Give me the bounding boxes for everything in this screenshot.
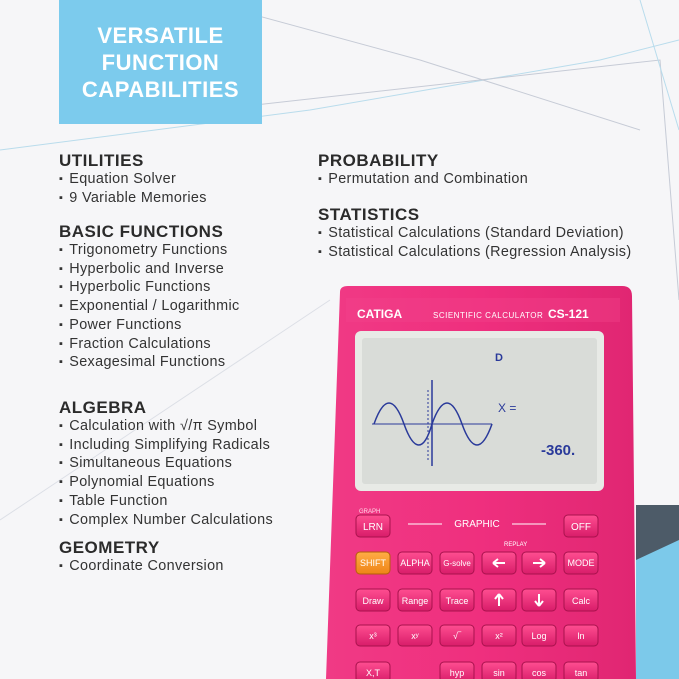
list-item: ▪ Simultaneous Equations	[59, 455, 273, 474]
gsolve-key[interactable]	[440, 552, 474, 574]
section-heading: STATISTICS	[318, 205, 420, 224]
sin-key[interactable]	[482, 662, 516, 679]
draw-key[interactable]	[356, 589, 390, 611]
section-heading: PROBABILITY	[318, 151, 439, 170]
list-item: ▪ Fraction Calculations	[59, 336, 240, 355]
cube-key[interactable]	[356, 625, 390, 646]
list-item: ▪ Calculation with √/π Symbol	[59, 418, 273, 437]
range-key[interactable]	[398, 589, 432, 611]
power-key[interactable]	[398, 625, 432, 646]
mode-key[interactable]	[564, 552, 598, 574]
list-item: ▪ Sexagesimal Functions	[59, 354, 240, 373]
lrn-top-label: GRAPH	[359, 509, 381, 515]
list-item: ▪ Permutation and Combination	[318, 171, 528, 190]
replay-label: REPLAY	[504, 542, 528, 548]
screen-indicator: D	[495, 352, 503, 364]
svg-text:xʸ: xʸ	[411, 631, 419, 641]
square-key[interactable]	[482, 625, 516, 646]
screen-value: -360.	[541, 442, 576, 459]
list-item: ▪ Coordinate Conversion	[59, 558, 224, 577]
list-item: ▪ Exponential / Logarithmic	[59, 298, 240, 317]
svg-text:Range: Range	[401, 596, 429, 606]
svg-text:SHIFT: SHIFT	[360, 558, 386, 568]
svg-text:X,T: X,T	[365, 668, 381, 678]
section-heading: ALGEBRA	[59, 398, 147, 417]
svg-text:Trace: Trace	[445, 596, 469, 606]
list-item: ▪ Statistical Calculations (Regression Analysis)	[318, 244, 631, 263]
off-key[interactable]	[564, 515, 598, 537]
log-key[interactable]	[522, 625, 556, 646]
svg-text:ALPHA: ALPHA	[400, 558, 430, 568]
list-item: ▪ Including Simplifying Radicals	[59, 437, 273, 456]
svg-text:LRN: LRN	[362, 522, 384, 533]
svg-text:Calc: Calc	[571, 596, 591, 606]
sqrt-key[interactable]	[440, 625, 474, 646]
svg-text:MODE: MODE	[567, 558, 595, 568]
svg-text:OFF: OFF	[571, 522, 591, 533]
right-arrow-key[interactable]	[522, 552, 556, 574]
title-text: VERSATILE FUNCTION CAPABILITIES	[81, 22, 240, 102]
hyp-key[interactable]	[440, 662, 474, 679]
list-item: ▪ Polynomial Equations	[59, 474, 273, 493]
list-item: ▪ Statistical Calculations (Standard Deviation)	[318, 225, 631, 244]
up-arrow-key[interactable]	[482, 589, 516, 611]
svg-text:Draw: Draw	[362, 596, 384, 606]
graphic-label: GRAPHIC	[454, 519, 500, 530]
svg-text:tan: tan	[574, 668, 588, 678]
down-arrow-key[interactable]	[522, 589, 556, 611]
cos-key[interactable]	[522, 662, 556, 679]
tan-key[interactable]	[564, 662, 598, 679]
list-item: ▪ Equation Solver	[59, 171, 207, 190]
xt-key[interactable]	[356, 662, 390, 679]
ln-key[interactable]	[564, 625, 598, 646]
calc-key[interactable]	[564, 589, 598, 611]
svg-text:hyp: hyp	[449, 668, 465, 678]
left-arrow-key[interactable]	[482, 552, 516, 574]
calculator-subtitle: SCIENTIFIC CALCULATOR	[433, 311, 544, 320]
list-item: ▪ 9 Variable Memories	[59, 190, 207, 209]
list-item: ▪ Complex Number Calculations	[59, 512, 273, 531]
list-item: ▪ Power Functions	[59, 317, 240, 336]
svg-text:√‾: √‾	[453, 631, 461, 641]
section-heading: GEOMETRY	[59, 538, 160, 557]
section-heading: BASIC FUNCTIONS	[59, 222, 224, 241]
calculator-brand: CATIGA	[357, 307, 403, 321]
calculator-model: CS-121	[548, 307, 589, 321]
list-item: ▪ Hyperbolic Functions	[59, 279, 240, 298]
screen-x-label: X =	[498, 401, 517, 415]
svg-text:Log: Log	[531, 631, 547, 641]
shift-key[interactable]	[356, 552, 390, 574]
section-heading: UTILITIES	[59, 151, 144, 170]
alpha-key[interactable]	[398, 552, 432, 574]
svg-text:x²: x²	[495, 631, 503, 641]
list-item: ▪ Hyperbolic and Inverse	[59, 261, 240, 280]
calculator-screen	[362, 338, 597, 484]
svg-text:sin: sin	[493, 668, 505, 678]
lrn-key[interactable]	[356, 515, 390, 537]
list-item: ▪ Table Function	[59, 493, 273, 512]
svg-text:cos: cos	[531, 668, 547, 678]
svg-text:ln: ln	[577, 631, 585, 641]
trace-key[interactable]	[440, 589, 474, 611]
svg-text:G-solve: G-solve	[443, 559, 471, 568]
list-item: ▪ Trigonometry Functions	[59, 242, 240, 261]
svg-text:x³: x³	[369, 631, 377, 641]
